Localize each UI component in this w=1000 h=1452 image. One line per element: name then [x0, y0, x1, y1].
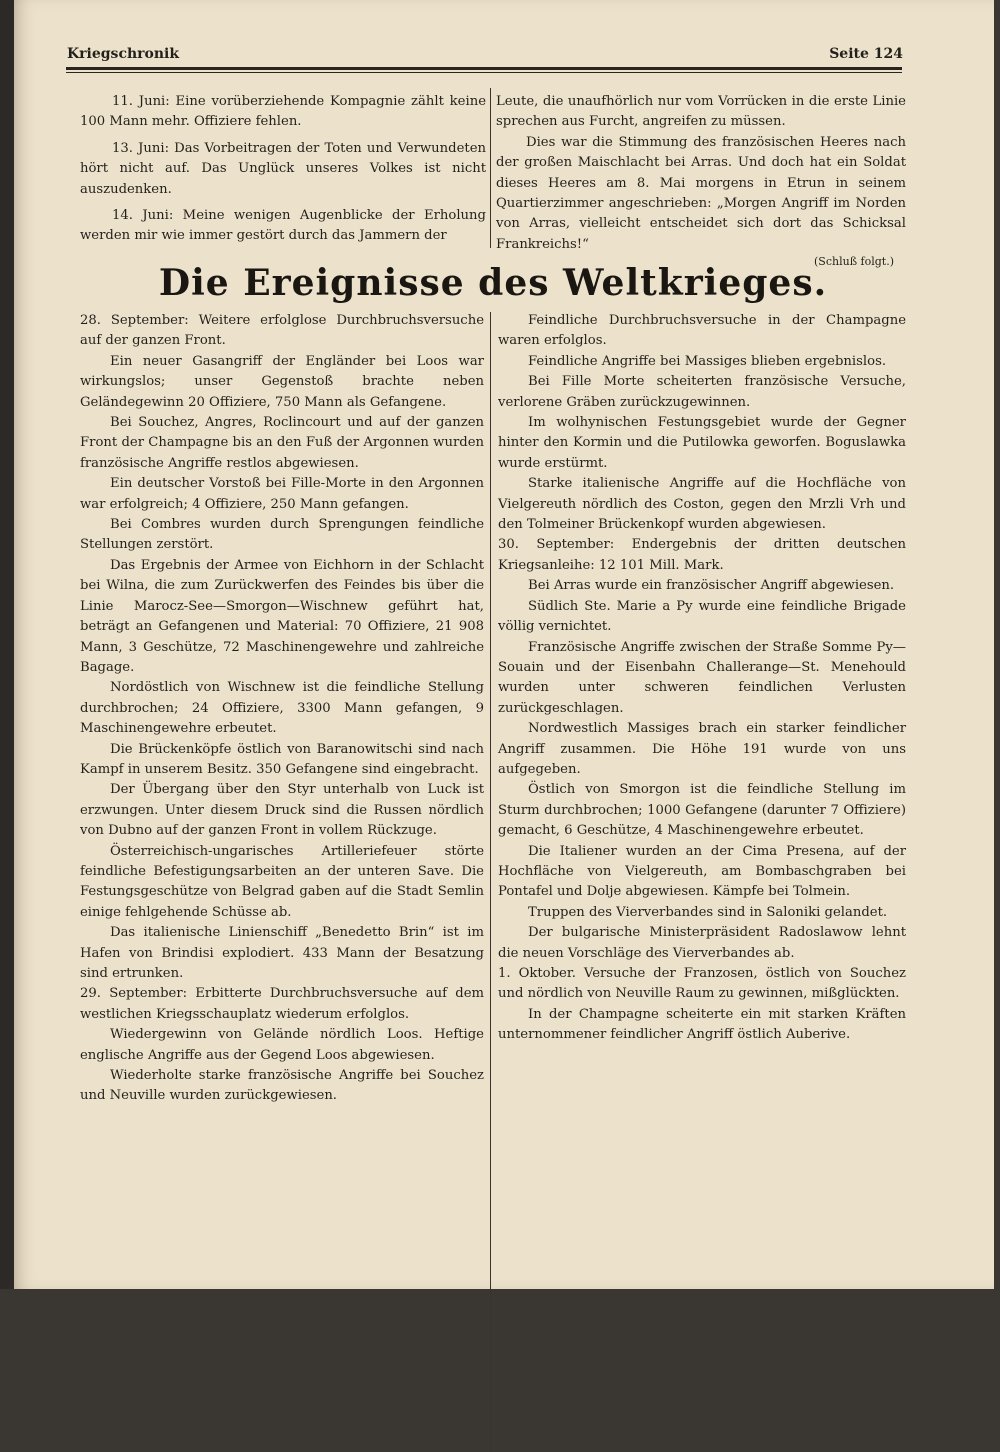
page-header [67, 46, 907, 66]
page-number: Seite 124 [829, 46, 903, 62]
paragraph: Bei Arras wurde ein französischer Angriff abgewiesen. [528, 578, 895, 594]
paragraph: Bei Souchez, Angres, Roclincourt und auf der ganzen Front der Champagne bis an den Fuß der Argonnen wurden französische Angriffe restlos abgewiesen. [80, 415, 484, 471]
paragraph: Starke italienische Angriffe auf die Hochfläche von Vielgereuth nördlich des Coston, gegen den Mrzli Vrh und den Tolmeiner Brückenkopf wurden abgewiesen. [498, 476, 906, 533]
paragraph: In der Champagne scheiterte ein mit starken Kräften unternommener feindlicher Angriff östlich Auberive. [498, 1006, 906, 1043]
paragraph: 13. Juni: Das Vorbeitragen der Toten und Verwundeten hört nicht auf. Das Unglück unseres Volkes ist nicht auszudenken. [80, 140, 486, 197]
scan-edge [0, 0, 14, 1289]
article-headline: Die Ereignisse des Weltkrieges. [158, 262, 828, 304]
column-divider [490, 312, 491, 1452]
paragraph: 14. Juni: Meine wenigen Augenblicke der Erholung werden mir wie immer gestört durch das Jammern der [80, 208, 486, 244]
paragraph: 11. Juni: Eine vorüberziehende Kompagnie zählt keine 100 Mann mehr. Offiziere fehlen. [80, 94, 486, 130]
publication-title: Kriegschronik [67, 46, 180, 62]
paragraph: Der bulgarische Ministerpräsident Radoslawow lehnt die neuen Vorschläge des Vierverbandes ab. [498, 925, 906, 961]
paragraph: Der Übergang über den Styr unterhalb von Luck ist erzwungen. Unter diesem Druck sind die Russen nördlich von Dubno auf der ganzen Front in vollem Rückzuge. [80, 782, 484, 839]
date-entry: 30. September: Endergebnis der dritten deutschen Kriegsanleihe: 12 101 Mill. Mark. [498, 537, 906, 573]
paragraph: Ein neuer Gasangriff der Engländer bei Loos war wirkungslos; unser Gegenstoß brachte neben Geländegewinn 20 Offiziere, 750 Mann als Gefangene. [80, 353, 484, 410]
paragraph: Das italienische Linienschiff „Benedetto Brin“ ist im Hafen von Brindisi explodiert. 433 Mann der Besatzung sind ertrunken. [80, 925, 484, 981]
paragraph: Nordwestlich Massiges brach ein starker feindlicher Angriff zusammen. Die Höhe 191 wurde von uns aufgegeben. [498, 721, 906, 777]
paragraph: Wiedergewinn von Gelände nördlich Loos. Heftige englische Angriffe aus der Gegend Loos abgewiesen. [80, 1027, 484, 1063]
paragraph: Feindliche Angriffe bei Massiges blieben ergebnislos. [528, 353, 887, 369]
top-left-column [80, 92, 486, 253]
date-entry: 28. September: Weitere erfolglose Durchbruchsversuche auf der ganzen Front. [80, 313, 484, 349]
paragraph: Bei Fille Morte scheiterten französische Versuche, verlorene Gräben zurückzugewinnen. [498, 374, 906, 410]
header-rule [66, 67, 902, 70]
paragraph: Im wolhynischen Festungsgebiet wurde der Gegner hinter den Kormin und die Putilowka geworfen. Boguslawka wurde erstürmt. [498, 415, 906, 471]
paragraph: Leute, die unaufhörlich nur vom Vorrücken in die erste Linie sprechen aus Furcht, angreifen zu müssen. [496, 94, 906, 130]
paragraph: Die Brückenköpfe östlich von Baranowitschi sind nach Kampf in unserem Besitz. 350 Gefangene sind eingebracht. [80, 741, 484, 777]
paragraph: Ein deutscher Vorstoß bei Fille-Morte in den Argonnen war erfolgreich; 4 Offiziere, 250 Mann gefangen. [80, 476, 484, 512]
continued-note: (Schluß folgt.) [814, 255, 894, 269]
paragraph: Truppen des Vierverbandes sind in Saloniki gelandet. [528, 904, 888, 920]
main-right-column [498, 311, 906, 1046]
main-left-column [80, 311, 484, 1107]
paragraph: Das Ergebnis der Armee von Eichhorn in der Schlacht bei Wilna, die zum Zurückwerfen des Feindes bis über die Linie Marocz-See—Smorgon—Wischnew geführt hat, beträgt an Gefangenen und Material: 70 Offiziere, 21 908 Mann, 3 Geschütze, 72 Maschinengewehre und zahlreiche Bagage. [80, 557, 484, 675]
column-divider [490, 88, 491, 248]
paragraph: Dies war die Stimmung des französischen Heeres nach der großen Maischlacht bei Arras. Und doch hat ein Soldat dieses Heeres am 8. Mai morgens in Etrun in seinem Quartierzimmer angeschrieben: „Morgen Angriff im Norden von Arras, vielleicht entscheidet sich dort das Schicksal Frankreichs!“ [496, 134, 906, 252]
paragraph: Bei Combres wurden durch Sprengungen feindliche Stellungen zerstört. [80, 517, 484, 553]
paragraph: Französische Angriffe zwischen der Straße Somme Py—Souain und der Eisenbahn Challerange—St. Menehould wurden unter schweren feindlichen Verlusten zurückgeschlagen. [498, 639, 906, 716]
paragraph: Östlich von Smorgon ist die feindliche Stellung im Sturm durchbrochen; 1000 Gefangene (darunter 7 Offiziere) gemacht, 6 Geschütze, 4 Maschinengewehre erbeutet. [498, 782, 906, 839]
header-rule-thin [66, 72, 902, 73]
paragraph: Feindliche Durchbruchsversuche in der Champagne waren erfolglos. [498, 313, 906, 349]
date-entry: 29. September: Erbitterte Durchbruchsversuche auf dem westlichen Kriegsschauplatz wiederum erfolglos. [80, 986, 484, 1022]
paragraph: Nordöstlich von Wischnew ist die feindliche Stellung durchbrochen; 24 Offiziere, 3300 Mann gefangen, 9 Maschinengewehre erbeutet. [80, 680, 484, 737]
date-entry: 1. Oktober. Versuche der Franzosen, östlich von Souchez und nördlich von Neuville Raum zu gewinnen, mißglückten. [498, 966, 906, 1002]
paragraph: Wiederholte starke französische Angriffe bei Souchez und Neuville wurden zurückgewiesen. [80, 1068, 484, 1104]
paragraph: Die Italiener wurden an der Cima Presena, auf der Hochfläche von Vielgereuth, am Bombaschgraben bei Pontafel und Dolje abgewiesen. Kämpfe bei Tolmein. [498, 843, 906, 900]
top-right-column [496, 92, 906, 269]
paragraph: Österreichisch-ungarisches Artilleriefeuer störte feindliche Befestigungsarbeiten an der unteren Save. Die Festungsgeschütze von Belgrad gaben auf die Stadt Semlin einige fehlgehende Schüsse ab. [80, 843, 484, 920]
paragraph: Südlich Ste. Marie a Py wurde eine feindliche Brigade völlig vernichtet. [498, 598, 906, 635]
